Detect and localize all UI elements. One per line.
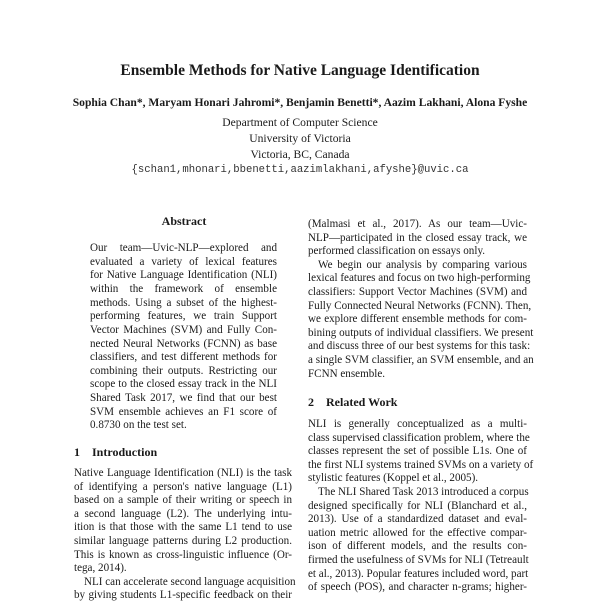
text-line: 0.8730 on the test set.	[90, 419, 187, 431]
text-line: classes represent the set of possible L1s. One of	[308, 445, 527, 457]
text-line: of identifying a person's native language (L1)	[74, 481, 292, 493]
text-line: classifiers, and test different methods for	[90, 351, 277, 363]
text-line: performed classification on essays only.	[308, 245, 486, 257]
text-line: We begin our analysis by comparing various	[318, 259, 527, 271]
text-line: Shared Task 2017, we find that our best	[90, 392, 277, 404]
text-line: performing features, we train Support	[90, 310, 277, 322]
text-line: by giving students L1-specific feedback on their	[74, 589, 292, 601]
text-line: SVM ensemble achieves an F1 score of	[90, 406, 277, 418]
section-1-heading	[74, 445, 157, 460]
text-line: a second language (L2). The underlying intu-	[74, 508, 292, 520]
text-line: combining their outputs. Restricting our	[90, 365, 277, 377]
section-number: 1	[74, 445, 80, 459]
affiliation-department: Department of Computer Science	[222, 116, 378, 129]
text-line: tega, 2014).	[74, 562, 127, 574]
text-line: lexical features and focus on two high-performing	[308, 272, 531, 284]
text-line: for Native Language Identification (NLI)	[90, 269, 277, 281]
text-line: The NLI Shared Task 2013 introduced a corpus	[318, 486, 529, 498]
text-line: of speech (POS), and character n-grams; higher-	[308, 581, 527, 593]
text-line: similar language patterns during L2 production.	[74, 535, 292, 547]
text-line: the first NLI systems trained SVMs on a variety of	[308, 459, 534, 471]
text-line: bining outputs of individual classifiers. We present	[308, 327, 534, 339]
author-emails: {schan1,mhonari,bbenetti,aazimlakhani,afyshe}@uvic.ca	[131, 164, 469, 176]
text-line: NLI is generally conceptualized as a multi-	[308, 418, 527, 430]
text-line: stylistic features (Koppel et al., 2005).	[308, 472, 479, 484]
text-line: methods. Using a subset of the highest-	[90, 297, 277, 309]
text-line: This is known as cross-linguistic influence (Or-	[74, 549, 292, 561]
text-line: class supervised classification problem, where the	[308, 432, 530, 444]
text-line: firmed the usefulness of SVMs for NLI (Tetreault	[308, 554, 529, 566]
text-line: nected Neural Networks (FCNN) as base	[90, 338, 277, 350]
text-line: et al., 2013). Popular features included word, part	[308, 568, 529, 580]
text-line: Fully Connected Neural Networks (FCNN). Then,	[308, 300, 532, 312]
text-line: Vector Machines (SVM) and Fully Con-	[90, 324, 277, 336]
text-line: we explore different ensemble methods for com-	[308, 313, 527, 325]
text-line: designed specifically for NLI (Blanchard et al.,	[308, 500, 527, 512]
text-line: NLI can accelerate second language acquisition	[84, 576, 296, 588]
text-line: classifiers: Support Vector Machines (SVM) and	[308, 286, 527, 298]
text-line: and discuss three of our best systems for this task:	[308, 340, 531, 352]
paper-title: Ensemble Methods for Native Language Identification	[120, 62, 480, 79]
text-line: within the framework of ensemble	[90, 283, 277, 295]
text-line: Native Language Identification (NLI) is the task	[74, 467, 292, 479]
author-list: Sophia Chan*, Maryam Honari Jahromi*, Benjamin Benetti*, Aazim Lakhani, Alona Fyshe	[72, 96, 528, 109]
affiliation-location: Victoria, BC, Canada	[250, 148, 350, 161]
text-line: ison of different models, and the results con-	[308, 540, 527, 552]
text-line: based on a sample of their writing or speech in	[74, 494, 292, 506]
section-2-heading	[308, 395, 397, 410]
section-title: Introduction	[92, 445, 158, 459]
text-line: FCNN ensemble.	[308, 368, 386, 380]
text-line: uation metric allowed for the effective compar-	[308, 527, 527, 539]
section-title: Related Work	[326, 395, 398, 409]
text-line: 2013). Use of a standardized dataset and eval-	[308, 513, 527, 525]
abstract-heading: Abstract	[161, 214, 207, 228]
section-number: 2	[308, 395, 314, 409]
text-line: ition is that those with the same L1 tend to use	[74, 521, 292, 533]
text-line: (Malmasi et al., 2017). As our team—Uvic-	[308, 218, 527, 230]
text-line: NLP—participated in the closed essay track, we	[308, 232, 527, 244]
affiliation-university: University of Victoria	[249, 132, 351, 145]
text-line: evaluated a variety of lexical features	[90, 256, 277, 268]
text-line: Our team—Uvic-NLP—explored and	[90, 242, 277, 254]
text-line: scope to the closed essay track in the NLI	[90, 378, 277, 390]
text-line: a single SVM classifier, an SVM ensemble, and an	[308, 354, 534, 366]
